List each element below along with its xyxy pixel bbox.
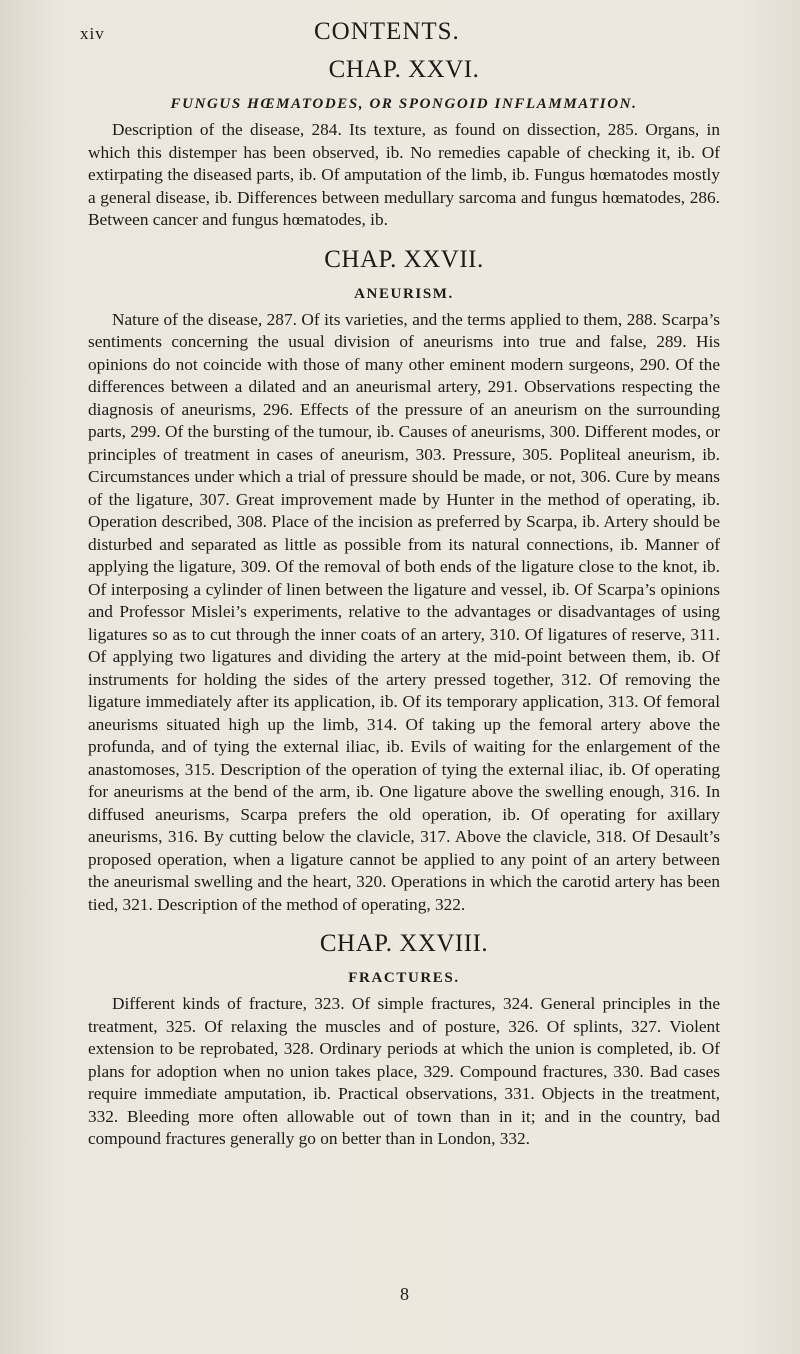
running-head-title: CONTENTS.	[314, 18, 460, 45]
signature-mark: 8	[400, 1284, 409, 1304]
page-folio: xiv	[80, 24, 105, 43]
chapter-26	[88, 56, 720, 232]
chapter-27	[88, 246, 720, 917]
chapter-summary: Different kinds of fracture, 323. Of simple fractures, 324. General principles in the treatment, 325. Of relaxing the muscles and of posture, 326. Of splints, 327. Violent extension to be reprobated, 328. Ordinary periods at which the union is completed, ib. Of plans for adoption when no union takes place, 329. Compound fractures, 330. Bad cases require immediate amputation, ib. Practical observations, 331. Objects in the treatment, 332. Bleeding more often allowable out of town than in it; and in the country, bad compound fractures generally go on better than in London, 332.	[88, 994, 720, 1148]
chapter-summary: Nature of the disease, 287. Of its varieties, and the terms applied to them, 288. Scarpa’s sentiments concerning the usual division of aneurisms into true and false, 289. His opinions do not coincide with those of many other eminent modern surgeons, 290. Of the differences between a dilated and an aneurismal artery, 291. Observations respecting the diagnosis of aneurisms, 296. Effects of the pressure of an aneurism on the surrounding parts, 299. Of the bursting of the tumour, ib. Causes of aneurisms, 300. Different modes, or principles of treatment in cases of aneurism, 303. Pressure, 305. Popliteal aneurism, ib. Circumstances under which a trial of pressure should be made, or not, 306. Cure by means of the ligature, 307. Great improvement made by Hunter in the method of operating, ib. Operation described, 308. Place of the incision as preferred by Scarpa, ib. Artery should be disturbed and separated as little as possible from its natural connections, ib. Manner of applying the ligature, 309. Of the removal of both ends of the ligature close to the knot, ib. Of interposing a cylinder of linen between the ligature and vessel, ib. Of Scarpa’s opinions and Professor Mislei’s experiments, relative to the advantages or disadvantages of using ligatures so as to cut through the inner coats of an artery, 310. Of ligatures of reserve, 311. Of applying two ligatures and dividing the artery at the mid-point between them, ib. Of instruments for holding the sides of the artery pressed together, 312. Of removing the ligature immediately after its application, ib. Of its temporary application, 313. Of femoral aneurisms situated high up the limb, 314. Of taking up the femoral artery above the profunda, and of tying the external iliac, ib. Evils of waiting for the enlargement of the anastomoses, 315. Description of the operation of tying the external iliac, ib. Of operating for aneurisms at the bend of the arm, ib. One ligature above the swelling enough, 316. In diffused aneurisms, Scarpa prefers the old operation, ib. Of operating for axillary aneurisms, 316. By cutting below the clavicle, 317. Above the clavicle, 318. Of Desault’s proposed operation, when a ligature cannot be applied to any point of an artery between the aneurismal swelling and the heart, 320. Operations in which the carotid artery has been tied, 321. Description of the method of operating, 322.	[88, 309, 720, 914]
running-head	[80, 18, 720, 52]
chapter-summary: Description of the disease, 284. Its texture, as found on dissection, 285. Organs, in which this distemper has been observed, ib. No remedies capable of checking it, ib. Of extirpating the diseased parts, ib. Of amputation of the limb, ib. Fungus hœmatodes mostly a general disease, ib. Differences between medullary sarcoma and fungus hœmatodes, 286. Between cancer and fungus hœmatodes, ib.	[88, 120, 720, 229]
chapter-heading: CHAP. XXVI.	[328, 56, 480, 83]
chapter-subject: ANEURISM.	[354, 285, 454, 302]
chapter-subject: FRACTURES.	[348, 970, 460, 986]
chapter-28	[88, 930, 720, 1151]
chapter-heading: CHAP. XXVIII.	[319, 930, 489, 957]
chapter-subject: FUNGUS HŒMATODES, OR SPONGOID INFLAMMATION.	[170, 96, 638, 112]
chapter-heading: CHAP. XXVII.	[324, 245, 484, 273]
